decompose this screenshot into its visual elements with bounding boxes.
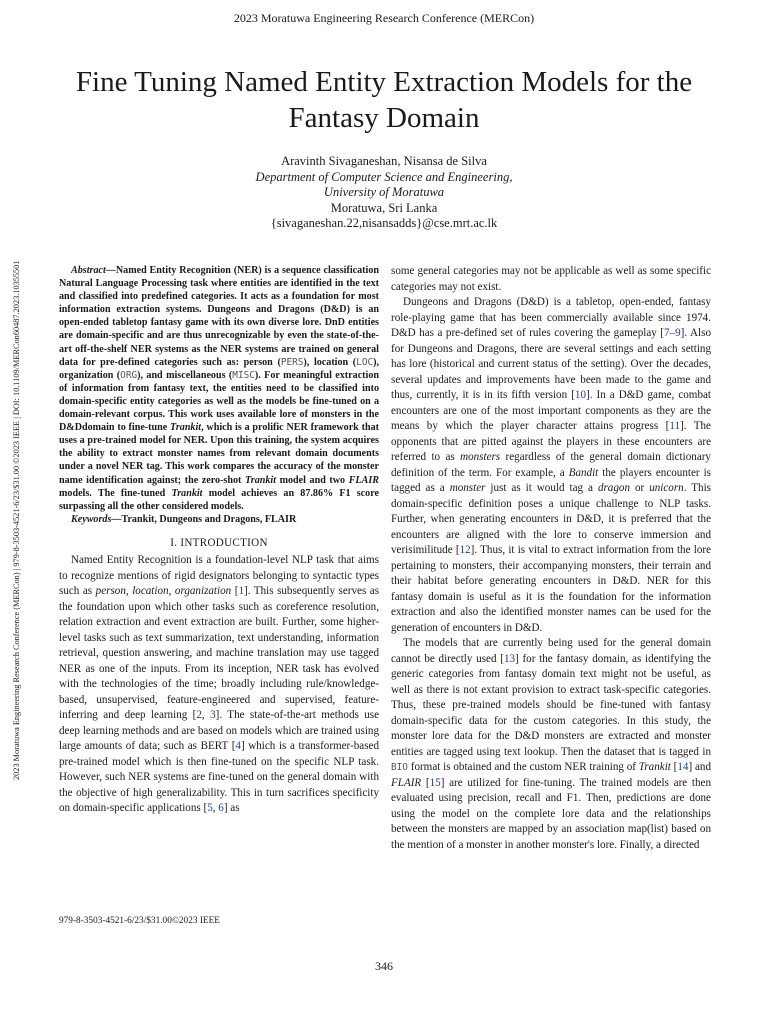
right-paragraph-2: The models that are currently being used for the general domain cannot be directly used [13] for the fantasy domain, as identifying the generic categories from fantasy domain text might not be useful, as well as there is not extant provision to extract task-specific categories. Thus, these pre-trained models should be fine-tuned with fantasy domain-specific data for the custom categories. In this study, the monster lore data for the D&D monsters are extracted and monster entities are tagged using text lookup. Then the dataset that is tagged in BIO format is obtained and the custom NER training of Trankit [14] and FLAIR [15] are utilized for fine-tuning. The trained models are then evaluated using precision, recall and F1. Then, predictions are done using the model on the complete lore data and the relationships between the monsters are mapped by an association map(list) based on the mention of a monster in another monster's lore. Finally, a directed xyxy=(391,637,711,851)
author-university: University of Moratuwa xyxy=(323,185,445,199)
keywords: Keywords—Trankit, Dungeons and Dragons, FLAIR xyxy=(71,513,297,525)
citation-link[interactable]: 13 xyxy=(503,652,516,665)
left-column xyxy=(59,264,379,817)
citation-link[interactable]: 14 xyxy=(677,761,689,773)
conference-header: 2023 Moratuwa Engineering Research Conference (MERCon) xyxy=(233,11,535,25)
abstract: Abstract—Named Entity Recognition (NER) is a sequence classification Natural Language Processing task where entities are identified in the text and classified into predefined categories. It acts as a foundation for most information extraction systems. Dungeons and Dragons (D&D) is an open-ended tabletop fantasy game with its own diverse lore. DnD entities are domain-specific and are thus unrecognizable by even the state-of-the-art off-the-shelf NER systems as the NER systems are trained on general data for pre-defined categories such as: person (PERS), location (LOC), organization (ORG), and miscellaneous (MISC). For meaningful extraction of information from fantasy text, the entities need to be classified into domain-specific entity categories as well as the models be fine-tuned on a domain-relevant corpus. This work uses available lore of monsters in the D&Ddomain to fine-tune Trankit, which is a prolific NER framework that uses a pre-trained model for NER. Upon this training, the system acquires the ability to extract monster names from relevant domain documents under a novel NER tag. This work compares the accuracy of the monster name identification against; the zero-shot Trankit model and two FLAIR models. The fine-tuned Trankit model achieves an 87.86% F1 score surpassing all the other considered models. xyxy=(59,265,380,512)
author-location: Moratuwa, Sri Lanka xyxy=(330,200,438,215)
author-email: {sivaganeshan.22,nisansadds}@cse.mrt.ac.lk xyxy=(270,216,498,230)
doi-sidebar xyxy=(8,180,26,780)
tag-bio: BIO xyxy=(391,762,408,773)
citation-link[interactable]: 7–9 xyxy=(664,327,681,339)
right-paragraph-0: some general categories may not be applicable as well as some specific categories may not exist. xyxy=(391,265,711,293)
author-names: Aravinth Sivaganeshan, Nisansa de Silva xyxy=(281,154,487,168)
doi-sidebar-text: 2023 Moratuwa Engineering Research Conference (MERCon) | 979-8-3503-4521-6/23/$31.00 ©2023 IEEE | DOI: 10.1109/MERCon60487.2023.10355501 xyxy=(12,260,21,780)
paper-title: Fine Tuning Named Entity Extraction Models for the Fantasy Domain xyxy=(75,66,693,134)
tag-misc: MISC xyxy=(232,369,255,381)
page-number: 346 xyxy=(375,959,393,973)
tag-loc: LOC xyxy=(356,356,374,368)
citation-link[interactable]: 5 xyxy=(207,802,213,815)
section-heading-introduction: I. INTRODUCTION xyxy=(170,536,268,549)
citation-link[interactable]: 1 xyxy=(238,585,244,598)
citation-link[interactable]: 10 xyxy=(574,389,586,401)
citation-link[interactable]: 6 xyxy=(218,802,224,815)
citation-link[interactable]: 4 xyxy=(235,740,241,753)
tag-pers: PERS xyxy=(280,356,304,368)
citation-link[interactable]: 2 xyxy=(196,709,202,722)
citation-link[interactable]: 12 xyxy=(459,544,471,556)
abstract-label: Abstract xyxy=(71,265,106,276)
intro-paragraph-1: Named Entity Recognition is a foundation-level NLP task that aims to recognize mentions of rigid designators belonging to syntactic types such as person, location, organization [1]. This subsequently serves as the foundation upon which other tasks such as coreference resolution, relation extraction and event extraction are built. Further, some higher-level tasks such as text summarization, text understanding, information retrieval, question answering, and machine translation may use tagged NER as one of the inputs. From its inception, NER task has evolved with the technologies of the time; broadly including rule/knowledge-based, unsupervised, feature-engineered and supervised, feature-inferring and deep learning [2, 3]. The state-of-the-art methods use deep learning methods and are based on models which are trained using large amounts of data; such as BERT [4] which is a transformer-based pre-trained model which is then fine-tuned on the specific NLP task. However, such NER systems are fine-tuned on the general domain with the objective of high generalizability. This in turn sacrifices specificity on domain-specific applications [5, 6] as xyxy=(59,554,380,815)
author-block xyxy=(0,154,768,232)
right-column xyxy=(391,264,711,853)
citation-link[interactable]: 3 xyxy=(210,709,216,722)
keywords-label: Keywords xyxy=(71,513,112,525)
copyright-notice: 979-8-3503-4521-6/23/$31.00©2023 IEEE xyxy=(59,916,220,926)
tag-org: ORG xyxy=(120,369,138,381)
author-department: Department of Computer Science and Engineering, xyxy=(255,169,513,184)
right-paragraph-1: Dungeons and Dragons (D&D) is a tabletop, open-ended, fantasy role-playing game that has been commercially available since 1974. D&D has a pre-defined set of rules covering the gameplay [7–9]. Also for Dungeons and Dragons, there are several settings and each setting has lore (historical and current status of the setting). Over the decades, several updates and improvements have been made to the game and thus, currently, it is in its fifth version [10]. In a D&D game, combat encounters are one of the most important components as they are the means by which the player character attains progress [11]. The opponents that are pitted against the players in these encounters are referred to as monsters regardless of the general domain dictionary definition of the term. For example, a Bandit the players encounter is tagged as a monster just as it would tag a dragon or unicorn. This domain-specific definition poses a unique challenge to NLP tasks. Further, when generating encounters in D&D, it is preferred that the encounters are aligned with the lore to conserve immersion and verisimilitude [12]. Thus, it is vital to extract information from the lore pertaining to monsters, their accompanying monsters, their terrain and their habitat before generating encounters in D&D. NER for this fantasy domain is useful as it is the foundation for the information extraction and also the identified monster names can be used for the generation of encounters in D&D. xyxy=(391,296,711,634)
citation-link[interactable]: 15 xyxy=(429,776,441,789)
citation-link[interactable]: 11 xyxy=(669,420,681,432)
